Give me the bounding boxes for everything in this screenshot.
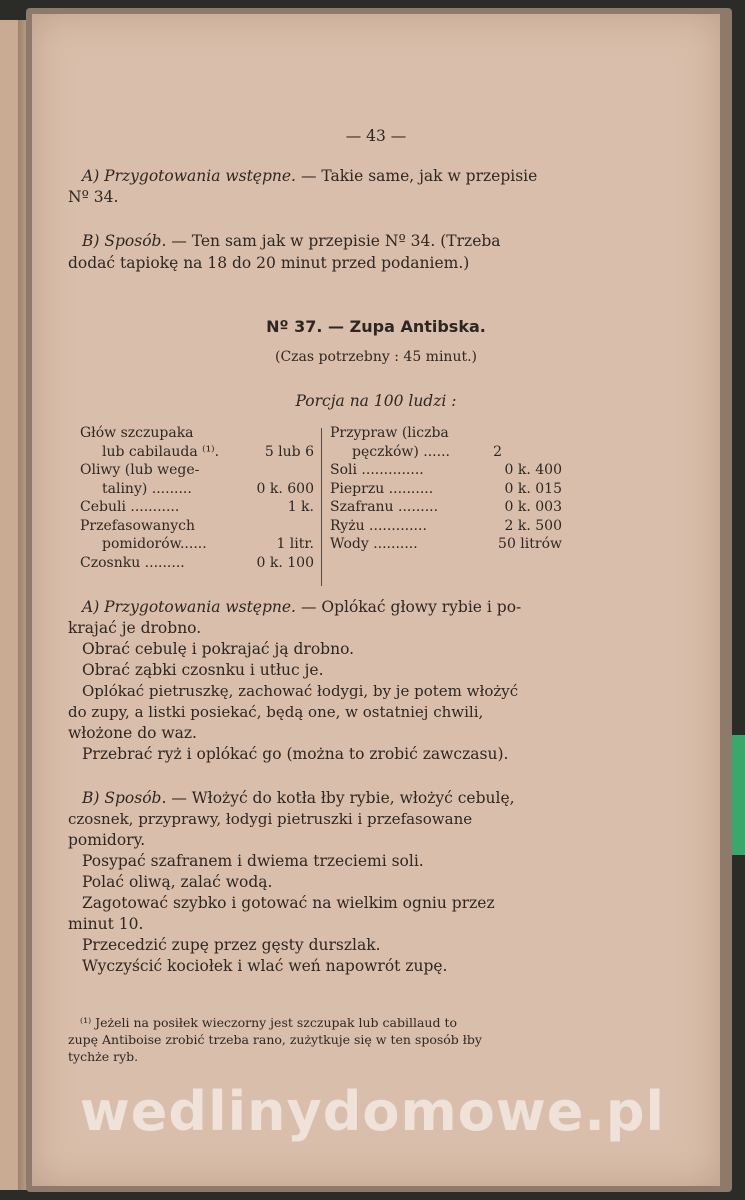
ingredient-name: Ryżu ............. bbox=[330, 517, 427, 534]
prep-34-text: — Takie same, jak w przepisie bbox=[300, 167, 538, 185]
ingredient-row bbox=[330, 461, 562, 480]
book-page bbox=[32, 14, 720, 1186]
ingredient-row bbox=[330, 535, 562, 554]
prep-37-line: Obrać ząbki czosnku i utłuc je. bbox=[82, 661, 324, 679]
method-37-line: Posypać szafranem i dwiema trzeciemi soli. bbox=[82, 852, 424, 870]
method-37-line: czosnek, przyprawy, łodygi pietruszki i przefasowane bbox=[68, 810, 473, 828]
method-37-line: minut 10. bbox=[68, 915, 144, 933]
ingredients-left-column bbox=[80, 424, 314, 572]
ingredient-qty: 2 bbox=[493, 443, 502, 460]
ingredient-qty: 0 k. 100 bbox=[256, 554, 314, 571]
method-37-text: — Włożyć do kotła łby rybie, włożyć cebulę, bbox=[171, 789, 515, 807]
footnote-line1 bbox=[80, 1014, 610, 1031]
footnote-text: Jeżeli na posiłek wieczorny jest szczupak lub cabillaud to bbox=[95, 1015, 458, 1030]
ingredient-name: Wody .......... bbox=[330, 536, 418, 552]
method-34-label: B) Sposób. bbox=[82, 232, 167, 250]
method-34-line1 bbox=[82, 231, 612, 251]
ingredient-name: pęczków) ...... bbox=[352, 443, 450, 460]
ingredient-qty: 2 k. 500 bbox=[504, 517, 562, 534]
prep-37-line: do zupy, a listki posiekać, będą one, w ostatniej chwili, bbox=[68, 703, 484, 721]
method-37-line: pomidory. bbox=[68, 831, 146, 849]
prep-37-label: A) Przygotowania wstępne. bbox=[82, 598, 296, 616]
ingredient-qty: 0 k. 400 bbox=[504, 462, 562, 478]
ingredient-row bbox=[330, 517, 562, 536]
ingredient-name: Głów szczupaka bbox=[80, 425, 194, 441]
recipe-portion: Porcja na 100 ludzi : bbox=[295, 392, 457, 410]
ingredient-name: Szafranu ......... bbox=[330, 499, 439, 515]
method-37-line1 bbox=[82, 788, 612, 808]
method-37-label: B) Sposób. bbox=[82, 789, 167, 807]
ingredient-qty: 50 litrów bbox=[498, 536, 562, 552]
prep-37-line1 bbox=[82, 597, 612, 617]
ingredient-row bbox=[80, 443, 314, 462]
footnote-line3: tychże ryb. bbox=[68, 1049, 139, 1064]
ingredient-name: Przypraw (liczba bbox=[330, 425, 449, 441]
column-divider bbox=[321, 428, 322, 586]
ingredient-row bbox=[80, 535, 314, 554]
ingredient-qty: 1 k. bbox=[287, 499, 314, 515]
prep-37-text: — Oplókać głowy rybie i po- bbox=[300, 598, 522, 616]
site-watermark: wedlinydomowe.pl bbox=[79, 1080, 666, 1143]
ingredient-row bbox=[330, 424, 562, 443]
ingredient-row bbox=[330, 443, 562, 462]
page-number: — 43 — bbox=[345, 127, 407, 145]
ingredient-name: Cebuli ........... bbox=[80, 499, 180, 515]
ingredient-name: taliny) ......... bbox=[102, 480, 192, 497]
footnote-marker: ⁽¹⁾ bbox=[80, 1015, 92, 1030]
method-37-line: Wyczyścić kociołek i wlać weń napowrót zupę. bbox=[82, 957, 448, 975]
footnote-line2: zupę Antiboise zrobić trzeba rano, zużytkuje się w ten sposób łby bbox=[68, 1032, 482, 1047]
ingredient-name: Czosnku ......... bbox=[80, 554, 185, 571]
ingredient-name: Oliwy (lub wege- bbox=[80, 462, 200, 478]
prep-34-label: A) Przygotowania wstępne. bbox=[82, 167, 296, 185]
prep-37-line: krajać je drobno. bbox=[68, 619, 202, 637]
method-37-line: Przecedzić zupę przez gęsty durszlak. bbox=[82, 936, 381, 954]
ingredient-row bbox=[80, 424, 314, 443]
ingredient-row bbox=[80, 461, 314, 480]
ingredient-name: lub cabilauda ⁽¹⁾. bbox=[102, 443, 220, 460]
ingredient-qty: 0 k. 015 bbox=[504, 480, 562, 497]
method-34-text: — Ten sam jak w przepisie Nº 34. (Trzeba bbox=[171, 232, 501, 250]
ingredient-row bbox=[330, 480, 562, 499]
prep-37-line: Oplókać pietruszkę, zachować łodygi, by je potem włożyć bbox=[82, 682, 519, 700]
recipe-time-note: (Czas potrzebny : 45 minut.) bbox=[275, 349, 477, 365]
ingredients-right-column bbox=[330, 424, 562, 554]
ingredient-row bbox=[80, 554, 314, 573]
prep-34-line2: Nº 34. bbox=[68, 188, 119, 206]
ingredient-name: Soli .............. bbox=[330, 462, 424, 478]
prep-34-line1 bbox=[82, 166, 612, 186]
ingredient-row bbox=[80, 480, 314, 499]
method-37-line: Zagotować szybko i gotować na wielkim ogniu przez bbox=[82, 894, 495, 912]
prep-37-line: Obrać cebulę i pokrajać ją drobno. bbox=[82, 640, 355, 658]
ingredient-name: pomidorów...... bbox=[102, 536, 207, 552]
ingredient-qty: 1 litr. bbox=[276, 536, 314, 552]
method-37-line: Polać oliwą, zalać wodą. bbox=[82, 873, 273, 891]
ingredient-qty: 0 k. 600 bbox=[256, 480, 314, 497]
prep-37-line: Przebrać ryż i oplókać go (można to zrobić zawczasu). bbox=[82, 745, 509, 763]
ingredient-row bbox=[80, 517, 314, 536]
recipe-title: Nº 37. — Zupa Antibska. bbox=[266, 317, 486, 336]
ingredient-name: Pieprzu .......... bbox=[330, 480, 434, 497]
ingredient-qty: 0 k. 003 bbox=[504, 499, 562, 515]
prep-37-line: włożone do waz. bbox=[68, 724, 197, 742]
method-34-line2: dodać tapiokę na 18 do 20 minut przed podaniem.) bbox=[68, 254, 470, 272]
ingredient-name: Przefasowanych bbox=[80, 517, 196, 534]
ingredient-row bbox=[330, 498, 562, 517]
ingredient-row bbox=[80, 498, 314, 517]
ingredient-qty: 5 lub 6 bbox=[264, 443, 314, 460]
